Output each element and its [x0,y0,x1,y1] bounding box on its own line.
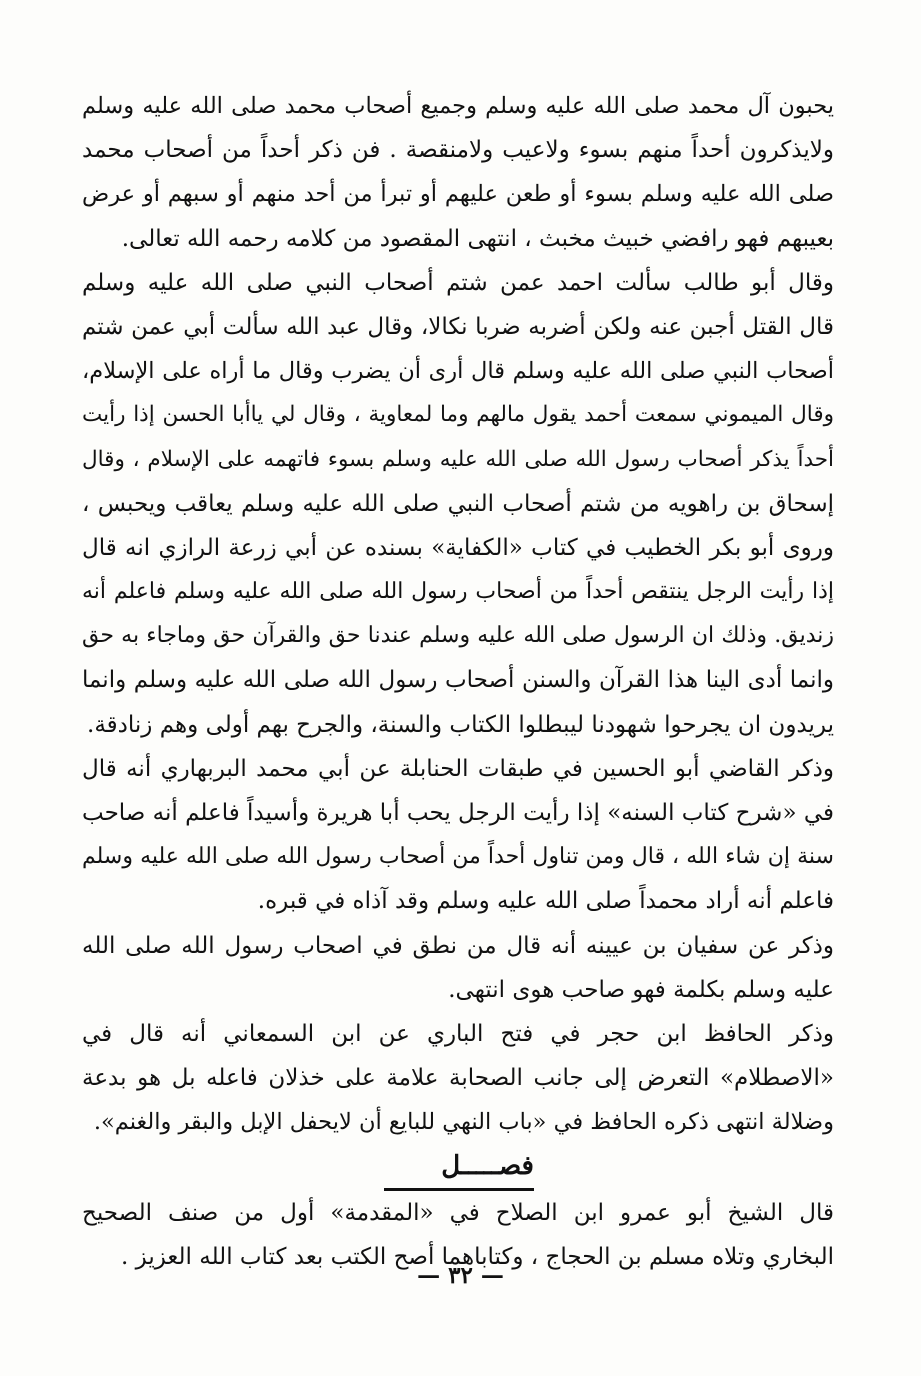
text-line: وضلالة انتهى ذكره الحافظ في «باب النهي للبايع أن لايحفل الإبل والبقر والغنم». [93,1109,834,1136]
paragraph-2 [82,261,834,747]
text-line: وانما أدى الينا هذا القرآن والسنن أصحاب رسول الله صلى الله عليه وسلم وانما [82,667,834,694]
text-line: فاعلم أنه أراد محمداً صلى الله عليه وسلم وقد آذاه في قبره. [257,888,834,915]
text-line: وقال أبو طالب سألت احمد عمن شتم أصحاب النبي صلى الله عليه وسلم [82,269,834,296]
text-line: في «شرح كتاب السنه» إذا رأيت الرجل يحب أبا هريرة وأسيداً فاعلم أنه صاحب [82,800,834,826]
body-text [82,84,834,1279]
paragraph-4 [82,924,834,1012]
text-line: قال الشيخ أبو عمرو ابن الصلاح في «المقدمة» أول من صنف الصحيح [82,1199,834,1226]
text-line: ولايذكرون أحداً منهم بسوء ولاعيب ولامنقصة . فن ذكر أحداً من أصحاب محمد [82,137,834,164]
paragraph-5 [82,1012,834,1145]
page-number: — ٣٢ — [417,1262,504,1289]
text-line: يحبون آل محمد صلى الله عليه وسلم وجميع أصحاب محمد صلى الله عليه وسلم [82,93,834,119]
text-line: البخاري وتلاه مسلم بن الحجاج ، وكتاباهما أصح الكتب بعد كتاب الله العزيز . [121,1243,834,1270]
text-line: سنة إن شاء الله ، قال ومن تناول أحداً من أصحاب رسول الله صلى الله عليه وسلم [82,844,834,870]
text-line: وروى أبو بكر الخطيب في كتاب «الكفاية» بسنده عن أبي زرعة الرازي انه قال [82,534,834,561]
text-line: أصحاب النبي صلى الله عليه وسلم قال أرى أن يضرب وقال ما أراه على الإسلام، [82,358,834,385]
text-line: عليه وسلم بكلمة فهو صاحب هوى انتهى. [448,976,834,1003]
text-line: إسحاق بن راهويه من شتم أصحاب النبي صلى الله عليه وسلم يعاقب ويحبس ، [82,490,834,517]
text-line: بعيبهم فهو رافضي خبيث مخبث ، انتهى المقصود من كلامه رحمه الله تعالى. [121,225,834,252]
text-line: وقال الميموني سمعت أحمد يقول مالهم وما لمعاوية ، وقال لي ياأبا الحسن إذا رأيت [82,402,834,428]
section-heading: فصـــــل [384,1145,534,1191]
text-line: وذكر الحافظ ابن حجر في فتح الباري عن ابن السمعاني أنه قال في [82,1020,834,1047]
paragraph-1 [82,84,834,261]
text-line: صلى الله عليه وسلم بسوء أو طعن عليهم أو تبرأ من أحد منهم أو سبهم أو عرض [82,181,834,208]
text-line: «الاصطلام» التعرض إلى جانب الصحابة علامة على خذلان فاعله بل هو بدعة [82,1065,834,1092]
text-line: قال القتل أجبن عنه ولكن أضربه ضربا نكالا، وقال عبد الله سألت أبي عمن شتم [82,313,834,340]
text-line: يريدون ان يجرحوا شهودنا ليبطلوا الكتاب والسنة، والجرح بهم أولى وهم زنادقة. [87,711,834,738]
text-line: أحداً يذكر أصحاب رسول الله صلى الله عليه وسلم بسوء فاتهمه على الإسلام ، وقال [82,446,834,472]
paragraph-3 [82,747,834,924]
section-heading-wrap [82,1145,834,1191]
text-line: وذكر عن سفيان بن عيينه أنه قال من نطق في اصحاب رسول الله صلى الله [82,932,834,959]
text-line: وذكر القاضي أبو الحسين في طبقات الحنابلة عن أبي محمد البربهاري أنه قال [82,755,834,782]
text-line: إذا رأيت الرجل ينتقص أحداً من أصحاب رسول الله صلى الله عليه وسلم فاعلم أنه [82,579,834,605]
text-line: زنديق. وذلك ان الرسول صلى الله عليه وسلم عندنا حق والقرآن حق وماجاء به حق [82,623,834,649]
